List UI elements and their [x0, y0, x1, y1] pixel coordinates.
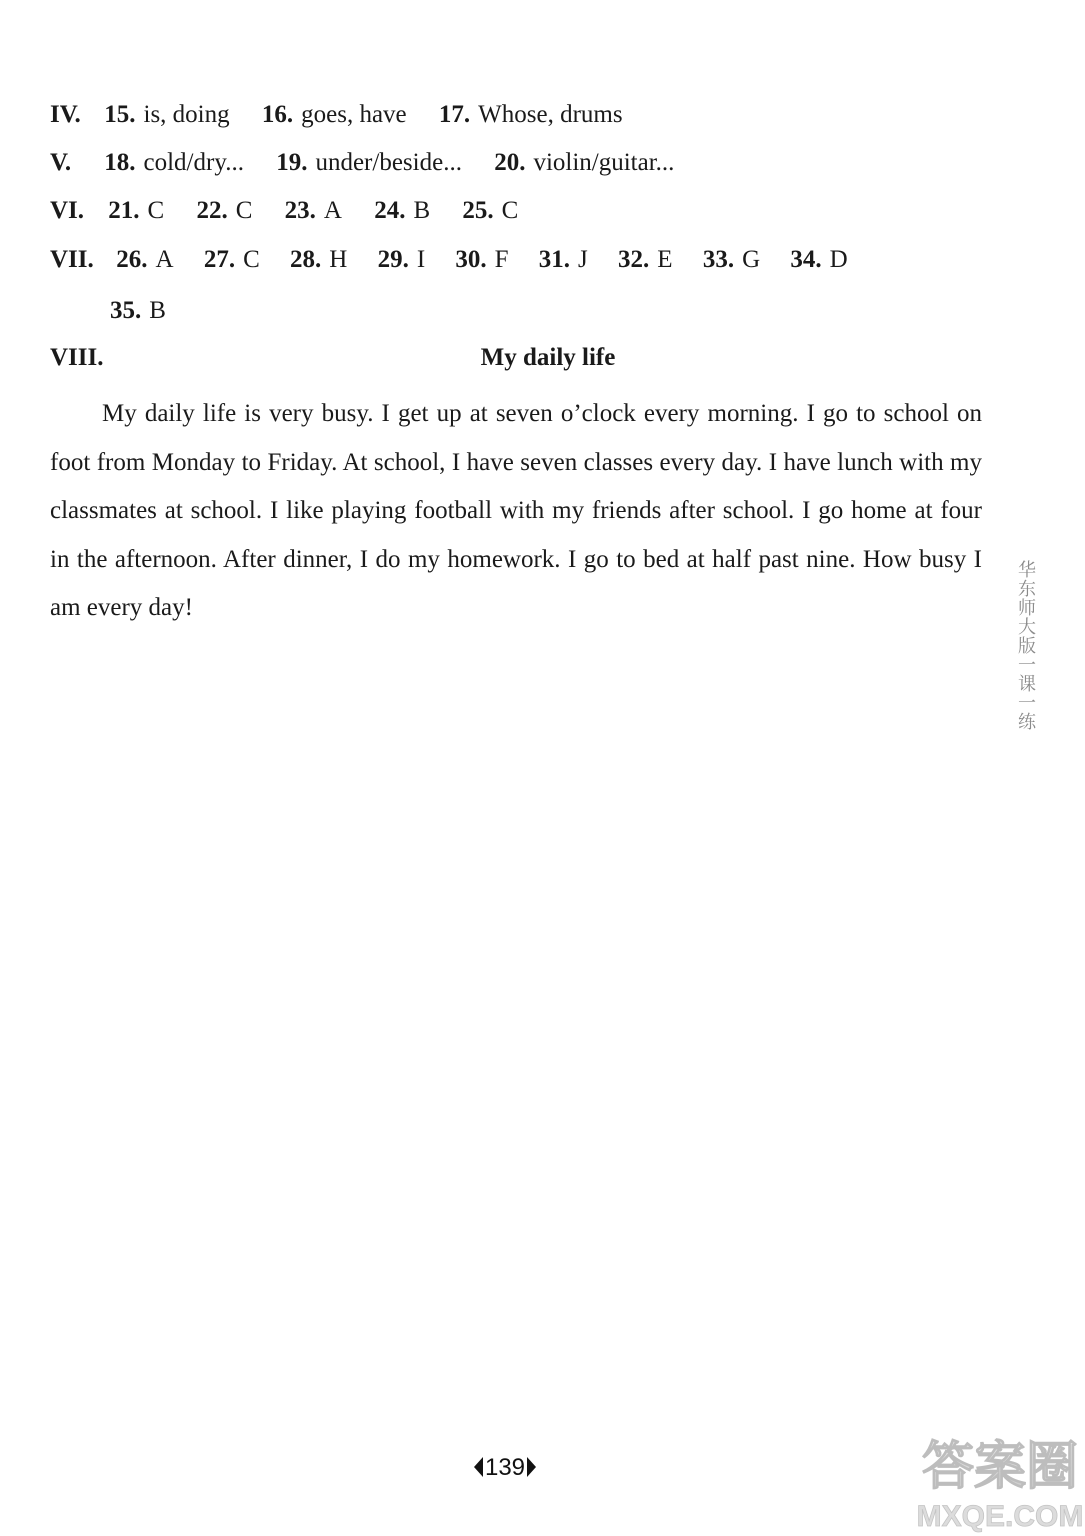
answer-row-vi	[50, 196, 544, 226]
answer-item-21: 21. C	[108, 197, 165, 224]
right-triangle-icon	[527, 1457, 536, 1477]
answer-item-29: 29. I	[377, 246, 426, 273]
answer-item-35: 35. B	[110, 297, 166, 324]
essay-body: My daily life is very busy. I get up at seven o’clock every morning. I go to school on foot from Monday to Friday. At school, I have seven classes every day. I have lunch with my classmates at school. I like playing football with my friends after school. I go home at four in the afternoon. After dinner, I do my homework. I go to bed at half past nine. How busy I am every day!	[50, 400, 982, 621]
answer-item-22: 22. C	[196, 197, 253, 224]
answer-item-27: 27. C	[203, 246, 260, 273]
svg-text:答案圈: 答案圈	[921, 1437, 1079, 1497]
left-triangle-icon	[474, 1457, 483, 1477]
answer-item-31: 31. J	[538, 246, 588, 273]
section-label-v: V.	[50, 149, 72, 176]
page-number-text: 139	[484, 1454, 526, 1481]
essay-title: My daily life	[480, 344, 616, 371]
answer-item-15: 15. is, doing	[104, 101, 230, 128]
section-label-vii: VII.	[50, 246, 94, 273]
section-label-iv: IV.	[50, 101, 81, 128]
answer-item-26: 26. A	[116, 246, 174, 273]
answer-item-17: 17. Whose, drums	[438, 101, 623, 128]
section-label-vi: VI.	[50, 197, 85, 224]
answer-row-iv	[50, 100, 649, 130]
answer-item-19: 19. under/beside...	[276, 149, 462, 176]
answer-item-33: 33. G	[702, 246, 761, 273]
answer-row-vii-continued	[110, 296, 166, 326]
answer-item-32: 32. E	[618, 246, 673, 273]
section-label-viii: VIII.	[50, 344, 104, 371]
answer-item-28: 28. H	[290, 246, 348, 273]
side-book-title: 华东师大版一课一练	[1015, 560, 1036, 731]
answer-row-vii	[50, 245, 872, 275]
page-number	[0, 1453, 1010, 1483]
watermark-logo	[905, 1412, 1085, 1536]
answer-item-25: 25. C	[462, 197, 519, 224]
answer-item-24: 24. B	[374, 197, 431, 224]
answer-item-34: 34. D	[790, 246, 848, 273]
answer-item-18: 18. cold/dry...	[104, 149, 244, 176]
answer-item-30: 30. F	[455, 246, 509, 273]
svg-text:MXQE.COM: MXQE.COM	[916, 1500, 1084, 1533]
answer-item-23: 23. A	[284, 197, 342, 224]
answer-item-16: 16. goes, have	[261, 101, 407, 128]
answer-item-20: 20. violin/guitar...	[494, 149, 675, 176]
answer-row-v	[50, 148, 700, 178]
